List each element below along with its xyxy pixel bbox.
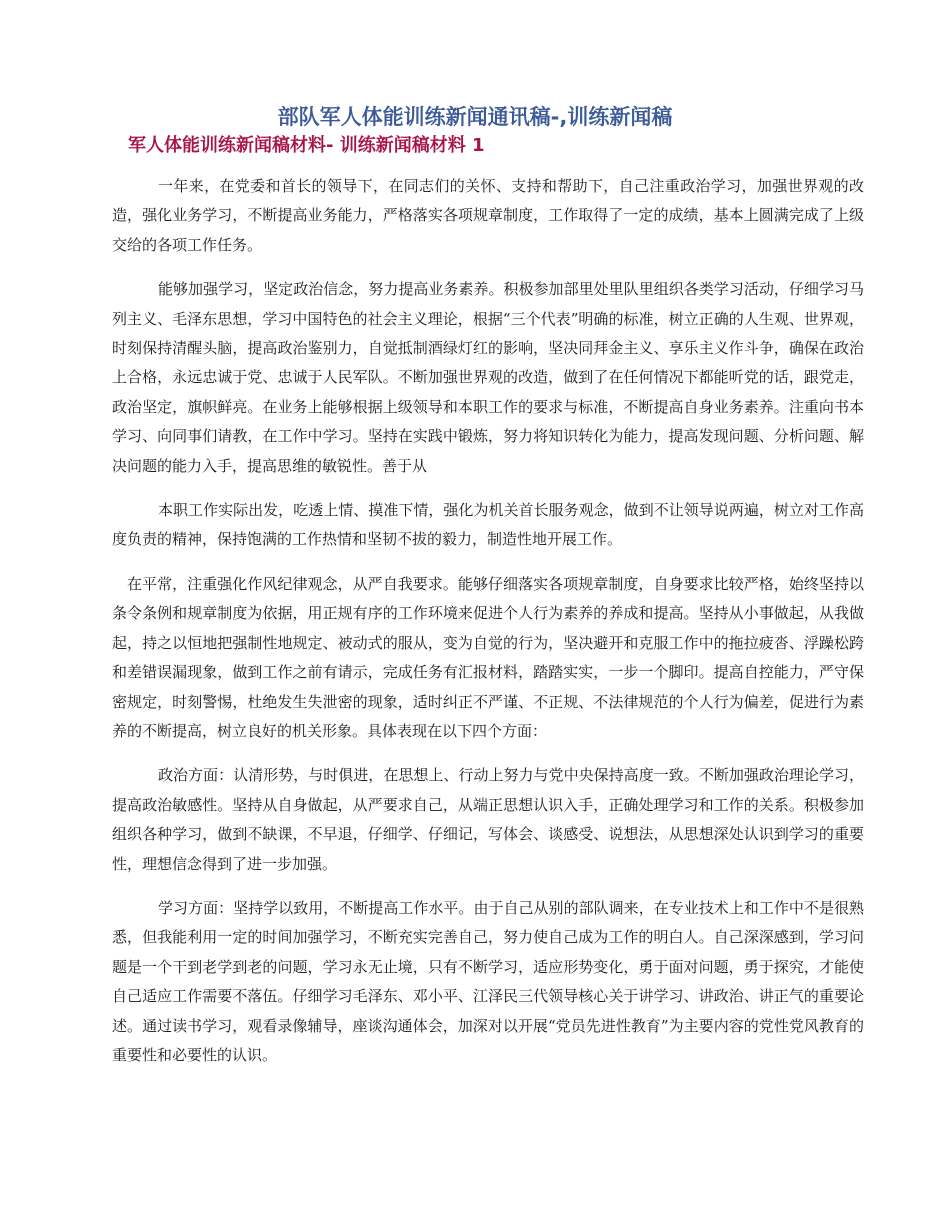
paragraph-2: 能够加强学习，坚定政治信念，努力提高业务素养。积极参加部里处里队里组织各类学习活动，仔细学习马列主义、毛泽东思想，学习中国特色的社会主义理论，根据“三个代表”明确的标准，树立正确的人生观、世界观，时刻保持清醒头脑，提高政治鉴别力，自觉抵制酒绿灯红的影响，坚决同拜金主义、享乐主义作斗争，确保在政治上合格，永远忠诚于党、忠诚于人民军队。不断加强世界观的改造，做到了在任何情况下都能听党的话，跟党走，政治坚定，旗帜鲜亮。在业务上能够根据上级领导和本职工作的要求与标准，不断提高自身业务素养。注重向书本学习、向同事们请教，在工作中学习。坚持在实践中锻炼，努力将知识转化为能力，提高发现问题、分析问题、解决问题的能力入手，提高思维的敏锐性。善于从	[112, 280, 864, 475]
document-title: 部队军人体能训练新闻通讯稿-,训练新闻稿	[277, 105, 673, 129]
paragraph-5: 政治方面：认清形势，与时俱进，在思想上、行动上努力与党中央保持高度一致。不断加强政治理论学习，提高政治敏感性。坚持从自身做起，从严要求自己，从端正思想认识入手，正确处理学习和工作的关系。积极参加组织各种学习，做到不缺课，不早退，仔细学、仔细记，写体会、谈感受、说想法，从思想深处认识到学习的重要性，理想信念得到了进一步加强。	[112, 766, 864, 873]
document-body	[112, 172, 864, 1085]
paragraph-3: 本职工作实际出发，吃透上情、摸准下情，强化为机关首长服务观念，做到不让领导说两遍，树立对工作高度负责的精神，保持饱满的工作热情和坚韧不拔的毅力，制造性地开展工作。	[112, 501, 864, 549]
paragraph-4: 在平常，注重强化作风纪律观念，从严自我要求。能够仔细落实各项规章制度，自身要求比较严格，始终坚持以条令条例和规章制度为依据，用正规有序的工作环境来促进个人行为素养的养成和提高。坚持从小事做起，从我做起，持之以恒地把强制性地规定、被动式的服从，变为自觉的行为，坚决避开和克服工作中的拖拉疲沓、浮躁松跨和差错误漏现象，做到工作之前有请示，完成任务有汇报材料，踏踏实实，一步一个脚印。提高自控能力，严守保密规定，时刻警惕，杜绝发生失泄密的现象，适时纠正不严谨、不正规、不法律规范的个人行为偏差，促进行为素养的不断提高，树立良好的机关形象。具体表现在以下四个方面：	[112, 574, 864, 740]
paragraph-1: 一年来，在党委和首长的领导下，在同志们的关怀、支持和帮助下，自己注重政治学习，加强世界观的改造，强化业务学习，不断提高业务能力，严格落实各项规章制度，工作取得了一定的成绩，基本上圆满完成了上级交给的各项工作任务。	[112, 177, 864, 254]
document-subtitle: 军人体能训练新闻稿材料- 训练新闻稿材料 1	[128, 135, 485, 156]
paragraph-6: 学习方面：坚持学以致用，不断提高工作水平。由于自己从别的部队调来，在专业技术上和工作中不是很熟悉，但我能利用一定的时间加强学习，不断充实完善自己，努力使自己成为工作的明白人。自己深深感到，学习问题是一个干到老学到老的问题，学习永无止境，只有不断学习，适应形势变化，勇于面对问题，勇于探究，才能使自己适应工作需要不落伍。仔细学习毛泽东、邓小平、江泽民三代领导核心关于讲学习、讲政治、讲正气的重要论述。通过读书学习，观看录像辅导，座谈沟通体会，加深对以开展“党员先进性教育”为主要内容的党性党风教育的重要性和必要性的认识。	[112, 898, 864, 1064]
